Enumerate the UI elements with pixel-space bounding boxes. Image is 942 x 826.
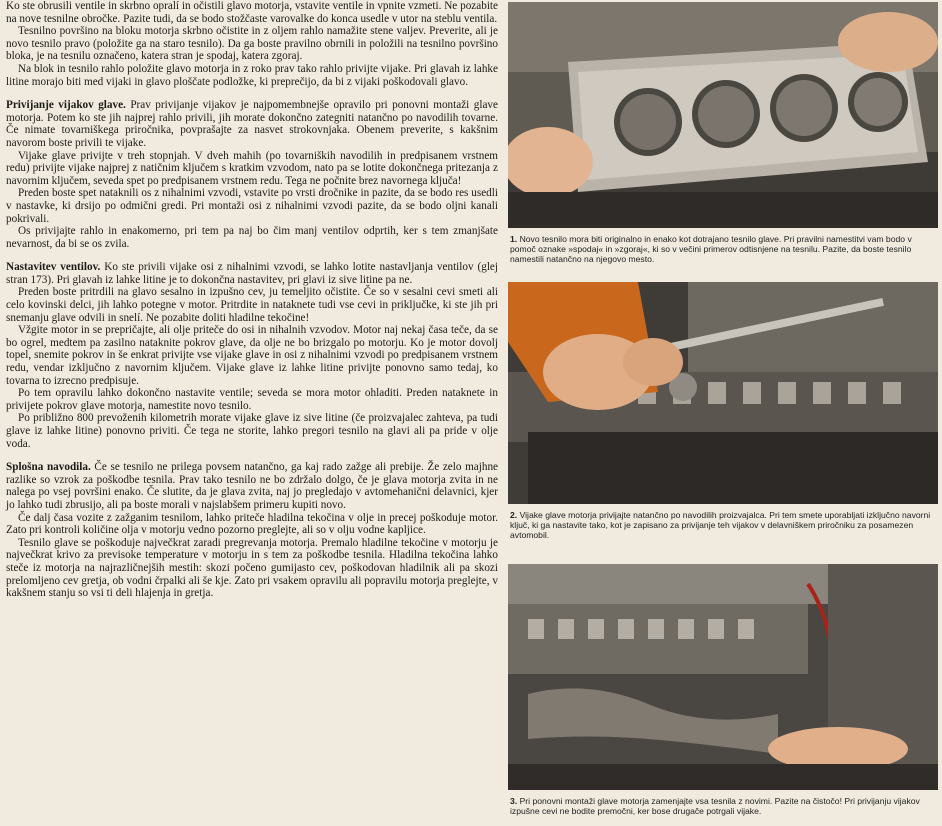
photo-exhaust-manifold xyxy=(508,564,938,790)
caption-figure-2: 2. Vijake glave motorja privijajte natančno po navodilih proizvajalca. Pri tem smete uporabljati izključno navorni ključ, ki ga nastavite tako, kot je zapisano za privijanje teh vijakov v delavniškem priročniku za posamezen avtomobil. xyxy=(510,510,931,541)
caption-figure-1: 1. Novo tesnilo mora biti originalno in enako kot dotrajano tesnilo glave. Pri pravilni namestitvi vam bodo v pomoč oznake »spodaj« in »zgoraj«, ki so v večini primerov odtisnjene na tesnilu. Pazite, da boste tesnilo namestili natančno na njegovo mesto. xyxy=(510,234,912,265)
paragraph: Vžgite motor in se prepričajte, ali olje priteče do osi in nihalnih vzvodov. Motor naj nekaj časa teče, da se bo ogrel, medtem pa zasilno nataknite pokrov glave, da olje ne bo brizgalo po motorju. Ko je motor dovolj topel, snemite pokrov in še enkrat privijte vse vijake glave in osi z nihalnimi vzvodi po predpisanem vrstnem redu, vendar izključno z navornim ključem. Vijake glave iz lahke litine privijte ponovno samo tedaj, ko tovarna to izrecno predpisuje. xyxy=(6,324,498,387)
paragraph: Po približno 800 prevoženih kilometrih morate vijake glave iz sive litine (če proizvajalec zahteva, pa tudi glave iz lahke litine) ponovno priviti. Če tega ne storite, lahko pregori tesnilo na glavi ali pa pride v olje voda. xyxy=(6,412,498,450)
section-cylinder-head-bolts xyxy=(6,99,498,250)
paragraph: Če se tesnilo ne prilega povsem natančno, ga kaj rado zažge ali prebije. Že zelo majhne razlike so vzrok za poškodbe tesnila. Prav tako tesnilo ne bo zdržalo dolgo, če je glava motorja zvita in ne nalega po vsej površini enako. Če slutite, da je glava zvita, naj jo pregledajo v avtomehanični delavnici, kjer jo lahko tudi zbrusijo, ali pa boste morali v najslabšem primeru kupiti novo. xyxy=(6,461,499,511)
section-valve-adjustment xyxy=(6,261,498,450)
section-heading: Nastavitev ventilov. xyxy=(6,261,101,274)
paragraph: Tesnilo glave se poškoduje največkrat zaradi pregrevanja motorja. Premalo hladilne tekočine v motorju je največkrat krivo za previsoke temperature v motorju in s tem za poškodbe tesnila. Hladilna tekočina lahko steče iz motorja na najrazličnejših mestih: skozi počeno gumijasto cev, poškodovan hladilnik ali pa skozi prelomljeno cev gretja, ob vodni črpalki ali še kje. Zato pri vsakem opravilu ali popravilu motorja preglejte, v kakšnem stanju so vsi ti deli hlajenja in gretja. xyxy=(6,536,498,600)
paragraph: Os privijajte rahlo in enakomerno, pri tem pa naj bo čim manj ventilov odprtih, ker s tem zmanjšate nevarnost, da bi se os zvila. xyxy=(6,225,498,250)
paragraph: Preden boste spet nataknili os z nihalnimi vzvodi, vstavite po vrsti dročnike in pazite, da se bodo res usedli v nastavke, ki drsijo po odmični gredi. Pri montaži osi z nihalnimi vzvodi pazite, da se bodo oljni kanali pokrivali. xyxy=(6,187,498,225)
paragraph: Če dalj časa vozite z zažganim tesnilom, lahko priteče hladilna tekočina v olje in precej poškoduje motor. Zato pri kontroli količine olja v motorju vedno pozorno preglejte, ali so v olju vodne kapljice. xyxy=(6,511,498,537)
caption-figure-3: 3. Pri ponovni montaži glave motorja zamenjajte vsa tesnila z novimi. Pazite na čistočo! Pri privijanju vijakov izpušne cevi ne bodite premočni, ker bose drugače potrgali vijake. xyxy=(510,796,920,817)
paragraph: Po tem opravilu lahko dokončno nastavite ventile; seveda se mora motor ohladiti. Preden nataknete in privijete pokrov glave motorja, namestite novo tesnilo. xyxy=(6,387,498,412)
section-heading: Splošna navodila. xyxy=(6,461,91,474)
paragraph: Ko ste obrusili ventile in skrbno opralí in očistili glavo motorja, vstavite ventile in vpnite vzmeti. Ne pozabite na nove tesnilne obročke. Pazite tudi, da se bodo stožčaste varovalke do konca usedle v utor na steblu ventila. xyxy=(6,0,498,25)
paragraph: Preden boste pritrdili na glavo sesalno in izpušno cev, ju temeljito očistite. Če so v sesalni cevi smeti ali celo kovinski delci, jih lahko potegne v motor. Pritrdite in nataknete tudi vse cevi in priključke, ki ste jih pri snemanju glave odvili in snelí. Ne pozabite doliti hladilne tekočine! xyxy=(6,286,498,324)
head-gasket-image xyxy=(508,2,938,228)
photo-head-gasket xyxy=(508,2,938,228)
photo-torque-wrench xyxy=(508,282,938,504)
paragraph: Prav privijanje vijakov je najpomembnejše opravilo pri ponovni montaži glave motorja. Potem ko ste jih najprej rahlo privili, jih morate dokončno zategniti natančno po navodilih tovarne. Če nimate tovarniškega priročnika, povprašajte za nasvet strokovnjaka. Obenem preverite, s kakšnim navorom boste privili te vijake. xyxy=(6,99,498,149)
section-general-instructions xyxy=(6,461,498,600)
text-column xyxy=(6,0,498,600)
paragraph: Na blok in tesnilo rahlo položite glavo motorja in z roko prav tako rahlo privijte vijake. Pri glavah iz lahke litine morajo biti med vijaki in glavo ploščate podložke, ki preprečijo, da bi z vijaki poškodovali glavo. xyxy=(6,62,498,88)
exhaust-manifold-image xyxy=(508,564,938,790)
paragraph: Tesnilno površino na bloku motorja skrbno očistite in z oljem rahlo namažite stene valjev. Preverite, ali je novo tesnilo pravo (položite ga na staro tesnilo). Da ga boste pravilno obrnili in položili na tesnilno površino bloka, je na tesnilu označeno, katera stran je spodaj, katera zgoraj. xyxy=(6,25,498,63)
paragraph: Vijake glave privijte v treh stopnjah. V dveh mahih (po tovarniških navodilih in predpisanem vrstnem redu) privijte vijake najprej z natičnim ključem s kratkim vzvodom, nato pa se lotite dokončnega pritezanja z navornim ključem, seveda spet po predpisanem vrstnem redu. Tega ne počnite brez navornega ključa! xyxy=(6,149,498,187)
section-heading: Privijanje vijakov glave. xyxy=(6,99,126,112)
paragraph: Ko ste privili vijake osi z nihalnimi vzvodi, se lahko lotite nastavljanja ventilov (glej stran 173). Pri glavah iz lahke litine je to dokončna nastavitev, pri glavi iz sive litine pa ne. xyxy=(6,261,499,286)
torque-wrench-image xyxy=(508,282,938,504)
photo-column xyxy=(508,0,942,826)
